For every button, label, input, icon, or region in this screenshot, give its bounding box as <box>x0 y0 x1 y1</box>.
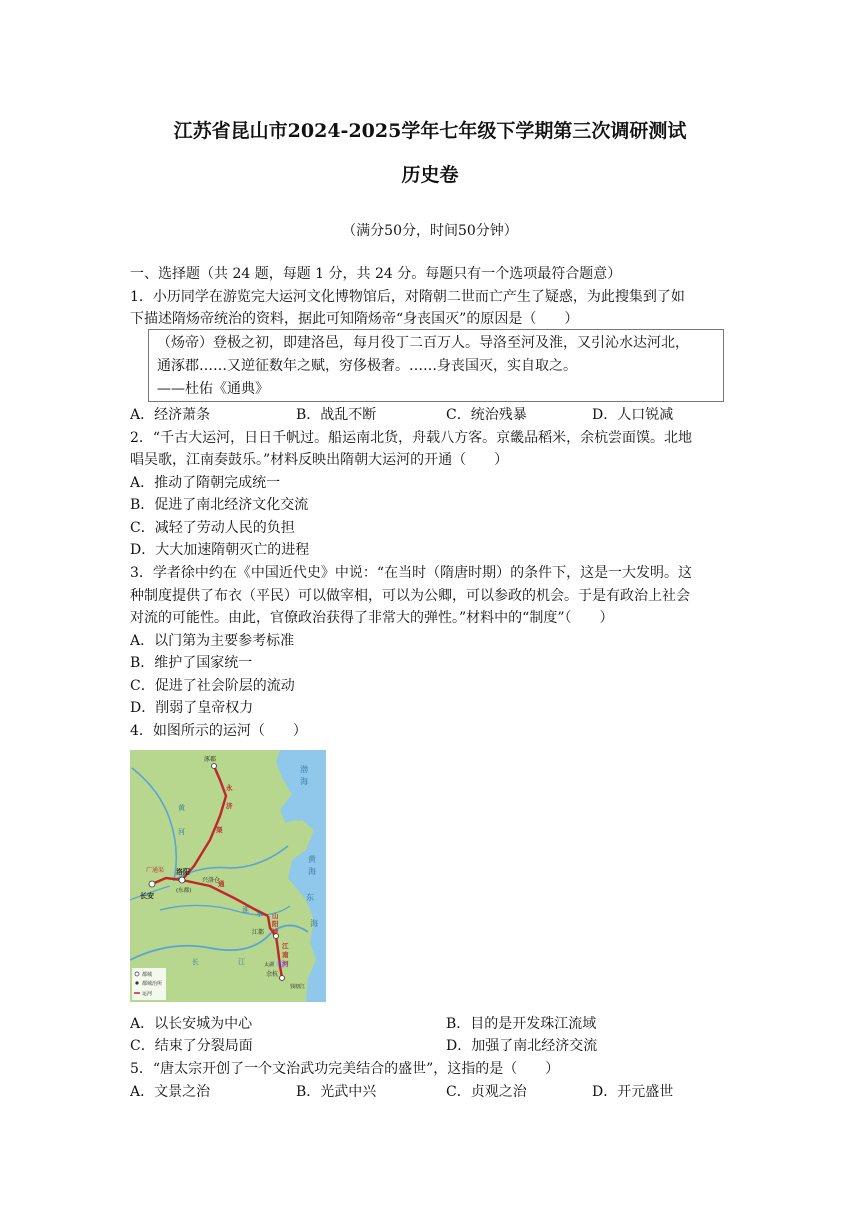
q3-option-d[interactable]: D．削弱了皇帝权力 <box>130 700 254 716</box>
map-label-luoyang: 洛阳 <box>176 868 190 876</box>
exam-note: （满分50分，时间50分钟） <box>342 223 518 239</box>
map-label-jiangnan-he: 河 <box>282 960 289 968</box>
q1-options <box>130 404 730 426</box>
map-label-river-chang: 长 <box>192 958 199 966</box>
q1-option-c[interactable]: C．统治残暴 <box>446 407 527 423</box>
map-label-huanghai-1: 黄 <box>308 855 316 864</box>
map-label-canal-shan: 山 <box>272 912 279 920</box>
q4-options-row1 <box>130 1013 730 1035</box>
exam-title: 江苏省昆山市2024-2025学年七年级下学期第三次调研测试 <box>173 120 687 142</box>
q1-stem-line1: 1．小历同学在游览完大运河文化博物馆后，对隋朝二世而亡产生了疑惑，为此搜集到了如 <box>130 289 685 305</box>
q4-option-a[interactable]: A．以长安城为中心 <box>130 1016 253 1032</box>
section-heading: 一、选择题（共 24 题，每题 1 分，共 24 分。每题只有一个选项最符合题意） <box>130 266 622 282</box>
q4-option-b[interactable]: B．目的是开发珠江流域 <box>446 1016 597 1032</box>
map-label-taihu: 太湖 <box>264 962 275 968</box>
map-label-canal-du: 渎 <box>272 928 279 936</box>
q4-stem: 4．如图所示的运河（ ） <box>130 723 307 739</box>
map-label-donghai-2: 海 <box>310 919 318 928</box>
map-city-yuhang <box>280 976 285 981</box>
map-label-canal-yang: 阳 <box>272 920 279 928</box>
q2-option-c[interactable]: C．减轻了劳动人民的负担 <box>130 520 295 536</box>
q1-quote-line2: 通涿郡……又逆征数年之赋，穷侈极奢。……身丧国灭，实自取之。 <box>157 358 577 374</box>
map-city-changan <box>149 881 155 887</box>
q3-stem-line3: 对流的可能性。由此，官僚政治获得了非常大的弹性。”材料中的“制度”（ ） <box>130 610 614 626</box>
q1-option-d[interactable]: D．人口锐减 <box>592 407 674 423</box>
q4-option-d[interactable]: D．加强了南北经济交流 <box>446 1038 598 1054</box>
map-label-river-shui: 水 <box>256 910 263 918</box>
q5-option-b[interactable]: B．光武中兴 <box>296 1084 377 1100</box>
q1-option-b[interactable]: B．战乱不断 <box>296 407 377 423</box>
map-legend-seat: 都城治所 <box>142 981 163 987</box>
q5-stem: 5．“唐太宗开创了一个文治武功完美结合的盛世”，这指的是（ ） <box>130 1061 560 1077</box>
map-label-jiangnan-nan: 南 <box>282 951 289 959</box>
map-label-bohai-1: 渤 <box>300 765 308 774</box>
map-label-jiangdu: 江都 <box>252 929 265 936</box>
q3-option-c[interactable]: C．促进了社会阶层的流动 <box>130 678 295 694</box>
map-city-luoyang <box>179 877 185 883</box>
q2-option-b[interactable]: B．促进了南北经济文化交流 <box>130 497 309 513</box>
map-legend-capital: 都城 <box>142 972 153 978</box>
map-label-bohai-2: 海 <box>300 777 308 786</box>
q3-option-a[interactable]: A．以门第为主要参考标准 <box>130 633 295 649</box>
map-label-guangtongqu: 广通渠 <box>146 867 165 874</box>
q1-stem-line2: 下描述隋炀帝统治的资料，据此可知隋炀帝“身丧国灭”的原因是（ ） <box>130 311 579 327</box>
map-label-river-he: 河 <box>178 828 185 836</box>
q1-quote-line1: （炀帝）登极之初，即建洛邑，每月役丁二百万人。导洛至河及淮，又引沁水达河北， <box>157 335 689 351</box>
q3-stem-line2: 种制度提供了布衣（平民）可以做宰相，可以为公卿，可以参政的机会。于是有政治上社会 <box>130 588 690 604</box>
map-city-zhuojun <box>212 764 217 769</box>
map-label-qiantangjiang: 钱塘江 <box>290 984 306 990</box>
q3-option-b[interactable]: B．维护了国家统一 <box>130 655 253 671</box>
map-label-donghai-1: 东 <box>306 893 314 902</box>
map-legend-capital-icon <box>135 972 139 976</box>
map-label-jiangnan-jiang: 江 <box>282 942 289 950</box>
q5-option-d[interactable]: D．开元盛世 <box>592 1084 674 1100</box>
map-legend-seat-icon <box>135 981 138 984</box>
map-label-xingluocang: 兴洛仓 <box>202 877 221 884</box>
map-legend-canal: 运河 <box>142 991 153 997</box>
q5-options <box>130 1081 730 1103</box>
map-label-canal-ji: 济 <box>226 802 233 810</box>
q1-quote-box <box>148 329 724 402</box>
map-label-river-jiang: 江 <box>238 958 245 966</box>
q1-option-a[interactable]: A．经济萧条 <box>130 407 211 423</box>
map-label-canal-tong: 通 <box>218 880 225 888</box>
q2-option-a[interactable]: A．推动了隋朝完成统一 <box>130 475 281 491</box>
exam-subtitle: 历史卷 <box>401 164 459 186</box>
sui-canal-map <box>130 750 326 1002</box>
map-label-dongdu: (东都) <box>176 888 192 894</box>
map-label-canal-qu: 渠 <box>216 826 223 834</box>
map-label-canal-yong: 永 <box>226 784 233 792</box>
q2-stem-line2: 唱吴歌，江南奏鼓乐。”材料反映出隋朝大运河的开通（ ） <box>130 452 509 468</box>
q5-option-a[interactable]: A．文景之治 <box>130 1084 211 1100</box>
q1-quote-source: ——杜佑《通典》 <box>157 381 269 397</box>
q4-option-c[interactable]: C．结束了分裂局面 <box>130 1038 253 1054</box>
map-label-huanghai-2: 海 <box>308 867 316 876</box>
map-label-river-huai: 淮 <box>242 906 249 914</box>
q5-option-c[interactable]: C．贞观之治 <box>446 1084 527 1100</box>
map-label-river-huang: 黄 <box>178 804 185 812</box>
map-label-yuhang: 余杭 <box>266 971 279 978</box>
q2-stem-line1: 2．“千古大运河，日日千帆过。船运南北货，舟载八方客。京畿品稻米，余杭尝面馍。北地 <box>130 430 693 446</box>
q2-option-d[interactable]: D．大大加速隋朝灭亡的进程 <box>130 542 310 558</box>
map-legend <box>132 968 166 1000</box>
map-label-zhuojun: 涿郡 <box>204 756 217 763</box>
map-label-changan: 长安 <box>140 892 154 900</box>
q4-options-row2 <box>130 1035 730 1057</box>
q3-stem-line1: 3．学者徐中约在《中国近代史》中说：“在当时（隋唐时期）的条件下，这是一大发明。这 <box>130 565 693 581</box>
